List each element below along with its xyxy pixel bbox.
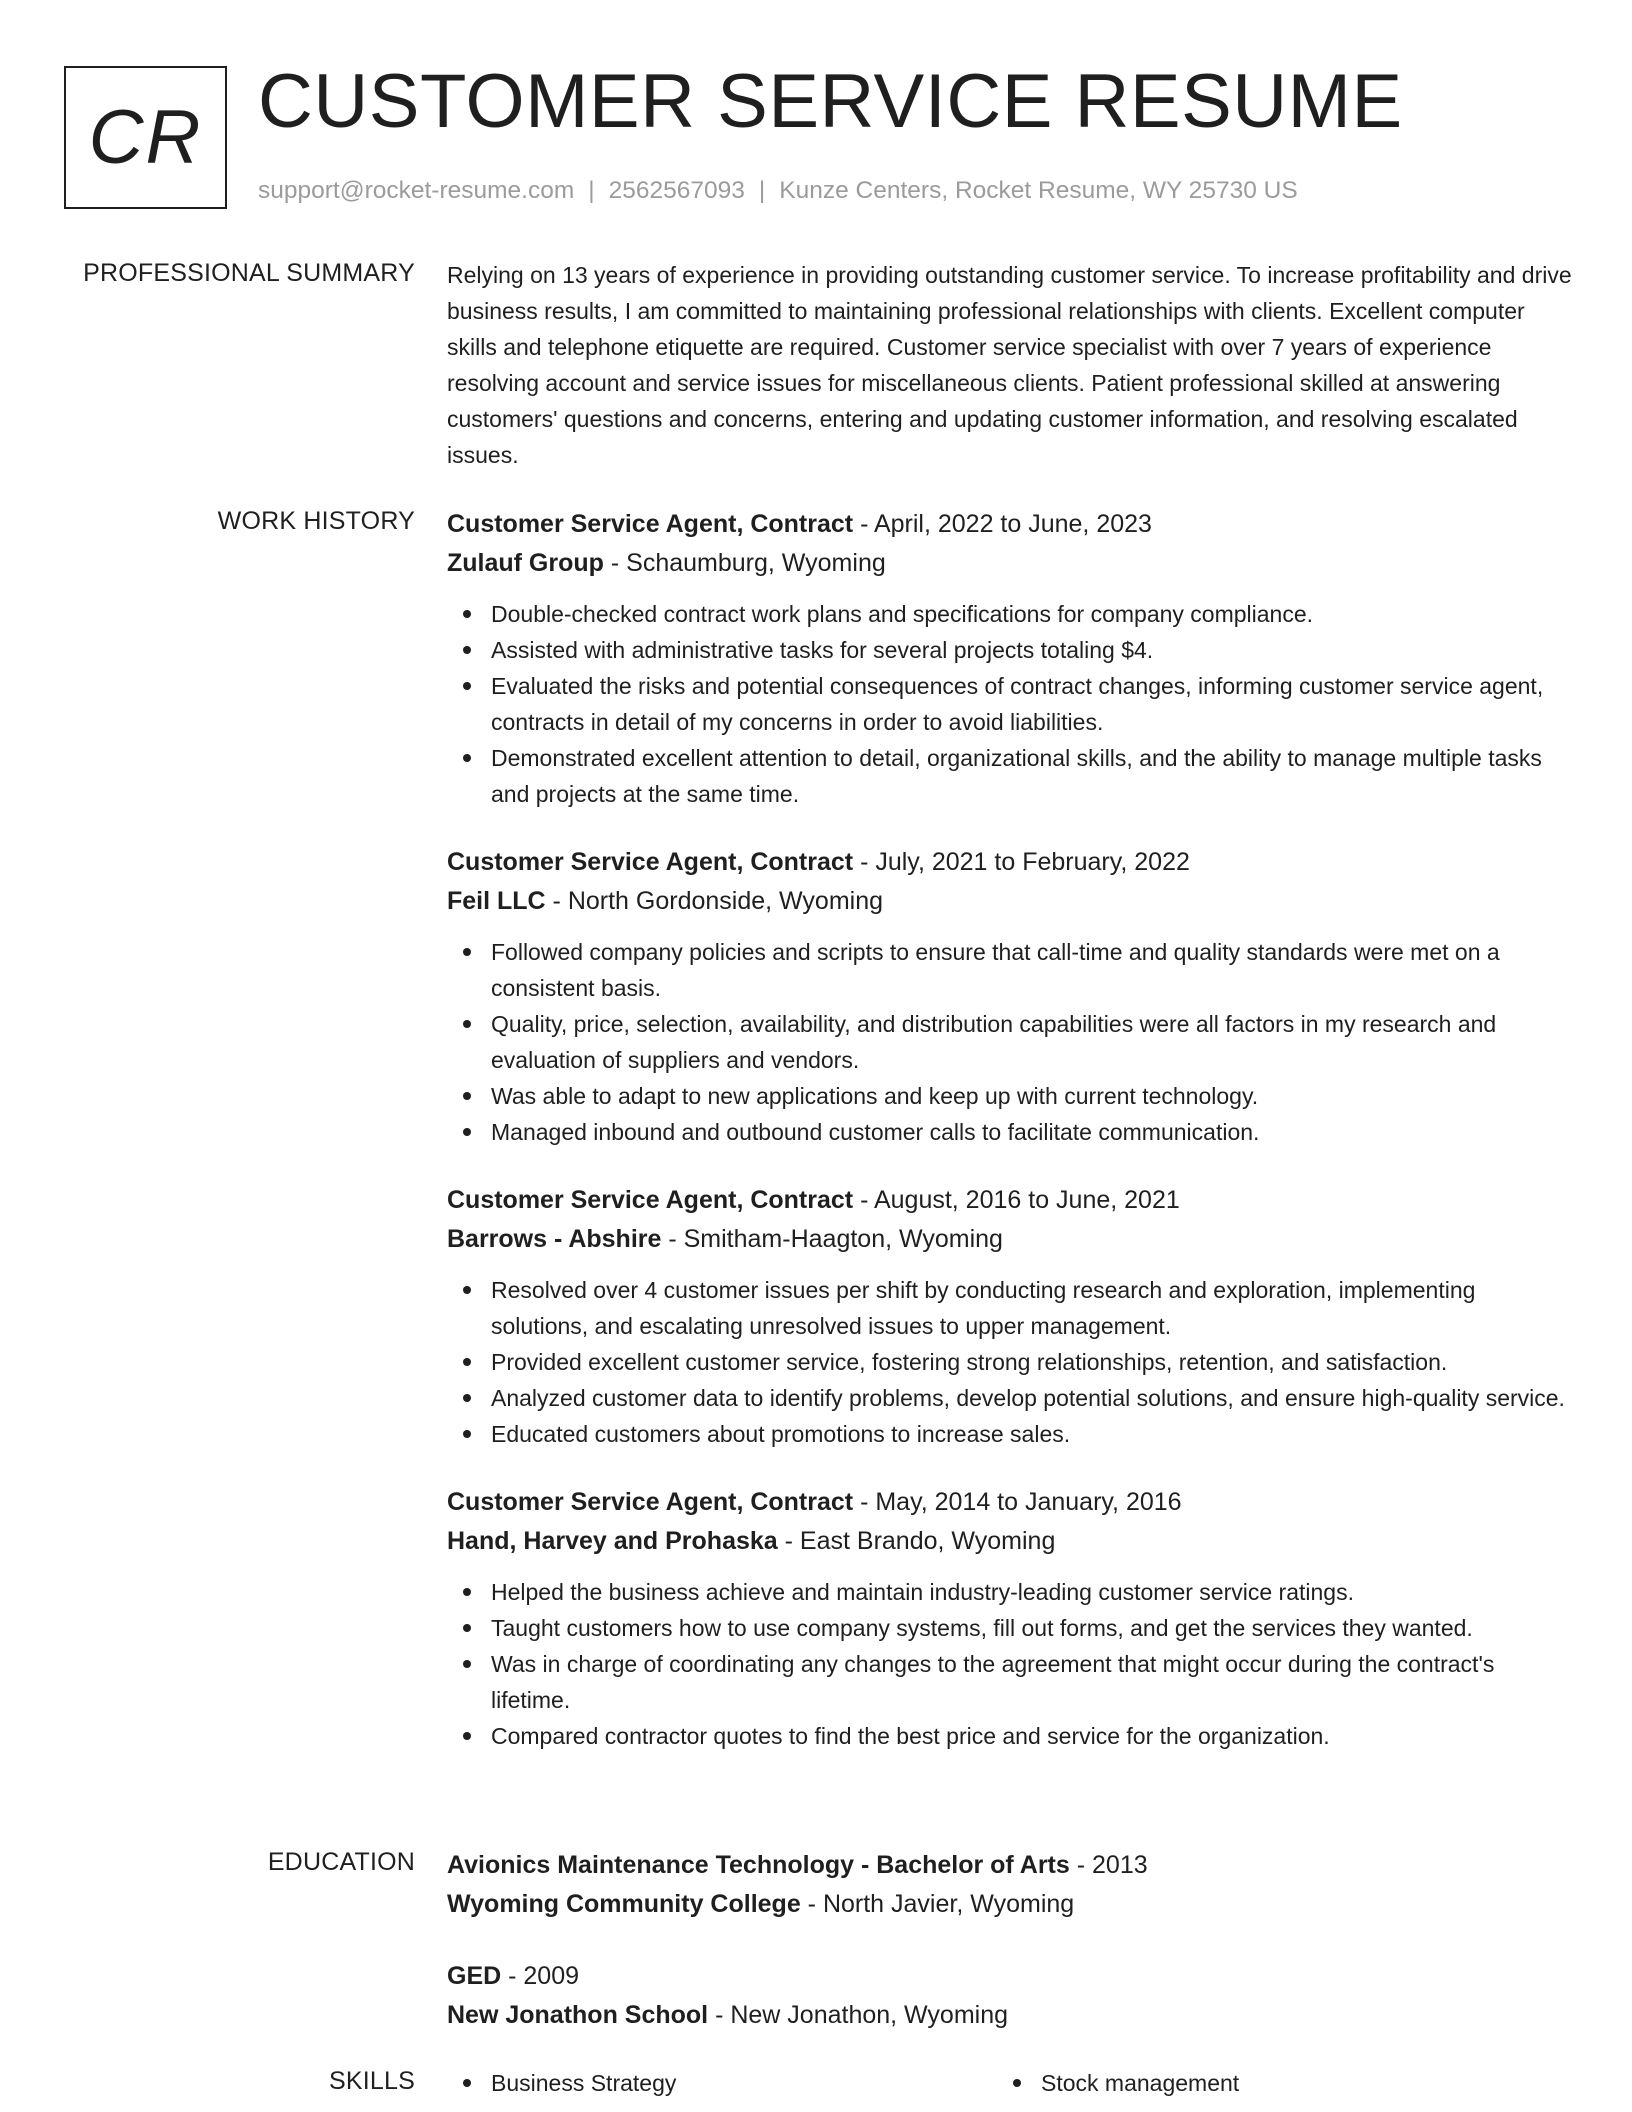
job-bullet: Assisted with administrative tasks for several projects totaling $4. xyxy=(447,632,1572,668)
job-bullets xyxy=(447,1574,1572,1754)
education-entry xyxy=(447,1957,1572,2035)
summary-text: Relying on 13 years of experience in providing outstanding customer service. To increase profitability and drive business results, I am committed to maintaining professional relationships with clients. Excellent computer skills and telephone etiquette are required. Customer service specialist with over 7 years of experience resolving account and service issues for miscellaneous clients. Patient professional skilled at answering customers' questions and concerns, entering and updating customer information, and resolving escalated issues. xyxy=(447,262,1572,468)
education-year: - 2013 xyxy=(1069,1851,1148,1879)
job-company: Barrows - Abshire xyxy=(447,1225,662,1253)
job-entry xyxy=(447,1181,1572,1452)
job-bullets xyxy=(447,1272,1572,1452)
job-title: Customer Service Agent, Contract xyxy=(447,1488,854,1516)
education-year: - 2009 xyxy=(501,1962,580,1990)
job-bullets xyxy=(447,596,1572,812)
section-heading-work-history: WORK HISTORY xyxy=(217,507,415,535)
job-dates: - August, 2016 to June, 2021 xyxy=(853,1186,1180,1214)
job-title-line xyxy=(447,843,1572,882)
job-bullet: Analyzed customer data to identify problems, develop potential solutions, and ensure high-quality service. xyxy=(447,1380,1572,1416)
section-heading-education: EDUCATION xyxy=(267,1848,415,1876)
job-bullet: Educated customers about promotions to increase sales. xyxy=(447,1416,1572,1452)
monogram-logo: CR xyxy=(64,66,227,209)
education-school-line xyxy=(447,1885,1572,1924)
job-bullet: Helped the business achieve and maintain industry-leading customer service ratings. xyxy=(447,1574,1572,1610)
skill-item: Stock management xyxy=(997,2065,1547,2101)
section-heading-summary: PROFESSIONAL SUMMARY xyxy=(83,259,415,287)
job-location: - North Gordonside, Wyoming xyxy=(545,887,884,915)
job-title-line xyxy=(447,1181,1572,1220)
job-dates: - July, 2021 to February, 2022 xyxy=(853,848,1190,876)
education-degree-line xyxy=(447,1957,1572,1996)
job-bullet: Was able to adapt to new applications and keep up with current technology. xyxy=(447,1078,1572,1114)
education-school-line xyxy=(447,1996,1572,2035)
contact-address: Kunze Centers, Rocket Resume, WY 25730 US xyxy=(779,177,1298,204)
job-entry xyxy=(447,1483,1572,1754)
contact-email[interactable]: support@rocket-resume.com xyxy=(258,177,575,204)
contact-separator: | xyxy=(758,177,766,204)
contact-separator: | xyxy=(588,177,595,204)
education-location: - North Javier, Wyoming xyxy=(800,1890,1075,1918)
job-title: Customer Service Agent, Contract xyxy=(447,510,854,538)
job-location: - Schaumburg, Wyoming xyxy=(603,549,886,577)
job-company: Hand, Harvey and Prohaska xyxy=(447,1527,778,1555)
skills-list xyxy=(447,2065,1572,2101)
education-degree: GED xyxy=(447,1962,502,1990)
job-location: - Smitham-Haagton, Wyoming xyxy=(661,1225,1003,1253)
job-entry xyxy=(447,505,1572,812)
job-bullet: Taught customers how to use company systems, fill out forms, and get the services they wanted. xyxy=(447,1610,1572,1646)
job-title: Customer Service Agent, Contract xyxy=(447,848,854,876)
job-company: Feil LLC xyxy=(447,887,546,915)
education-entry xyxy=(447,1846,1572,1924)
job-bullet: Was in charge of coordinating any changes to the agreement that might occur during the contract's lifetime. xyxy=(447,1646,1572,1718)
education-location: - New Jonathon, Wyoming xyxy=(708,2001,1009,2029)
job-bullet: Demonstrated excellent attention to detail, organizational skills, and the ability to manage multiple tasks and projects at the same time. xyxy=(447,740,1572,812)
job-company-line xyxy=(447,1522,1572,1561)
job-bullet: Double-checked contract work plans and specifications for company compliance. xyxy=(447,596,1572,632)
contact-phone[interactable]: 2562567093 xyxy=(608,177,745,204)
job-dates: - May, 2014 to January, 2016 xyxy=(853,1488,1182,1516)
education-degree-line xyxy=(447,1846,1572,1885)
skill-item: Business Strategy xyxy=(447,2065,997,2101)
job-bullet: Quality, price, selection, availability, and distribution capabilities were all factors in my research and evaluation of suppliers and vendors. xyxy=(447,1006,1572,1078)
contact-line xyxy=(258,176,1298,206)
job-bullet: Followed company policies and scripts to ensure that call-time and quality standards were met on a consistent basis. xyxy=(447,934,1572,1006)
education-school: Wyoming Community College xyxy=(447,1890,801,1918)
job-bullet: Provided excellent customer service, fostering strong relationships, retention, and satisfaction. xyxy=(447,1344,1572,1380)
job-location: - East Brando, Wyoming xyxy=(777,1527,1056,1555)
education-school: New Jonathon School xyxy=(447,2001,709,2029)
job-company-line xyxy=(447,882,1572,921)
resume-title: CUSTOMER SERVICE RESUME xyxy=(258,59,1403,144)
job-bullet: Compared contractor quotes to find the best price and service for the organization. xyxy=(447,1718,1572,1754)
job-bullets xyxy=(447,934,1572,1150)
job-company-line xyxy=(447,1220,1572,1259)
job-title-line xyxy=(447,1483,1572,1522)
job-dates: - April, 2022 to June, 2023 xyxy=(853,510,1152,538)
education-degree: Avionics Maintenance Technology - Bachelor of Arts xyxy=(447,1851,1070,1879)
job-bullet: Resolved over 4 customer issues per shift by conducting research and exploration, implementing solutions, and escalating unresolved issues to upper management. xyxy=(447,1272,1572,1344)
job-company-line xyxy=(447,544,1572,583)
section-heading-skills: SKILLS xyxy=(329,2067,415,2095)
job-bullet: Evaluated the risks and potential consequences of contract changes, informing customer service agent, contracts in detail of my concerns in order to avoid liabilities. xyxy=(447,668,1572,740)
job-title: Customer Service Agent, Contract xyxy=(447,1186,854,1214)
job-entry xyxy=(447,843,1572,1150)
job-title-line xyxy=(447,505,1572,544)
job-bullet: Managed inbound and outbound customer calls to facilitate communication. xyxy=(447,1114,1572,1150)
job-company: Zulauf Group xyxy=(447,549,604,577)
